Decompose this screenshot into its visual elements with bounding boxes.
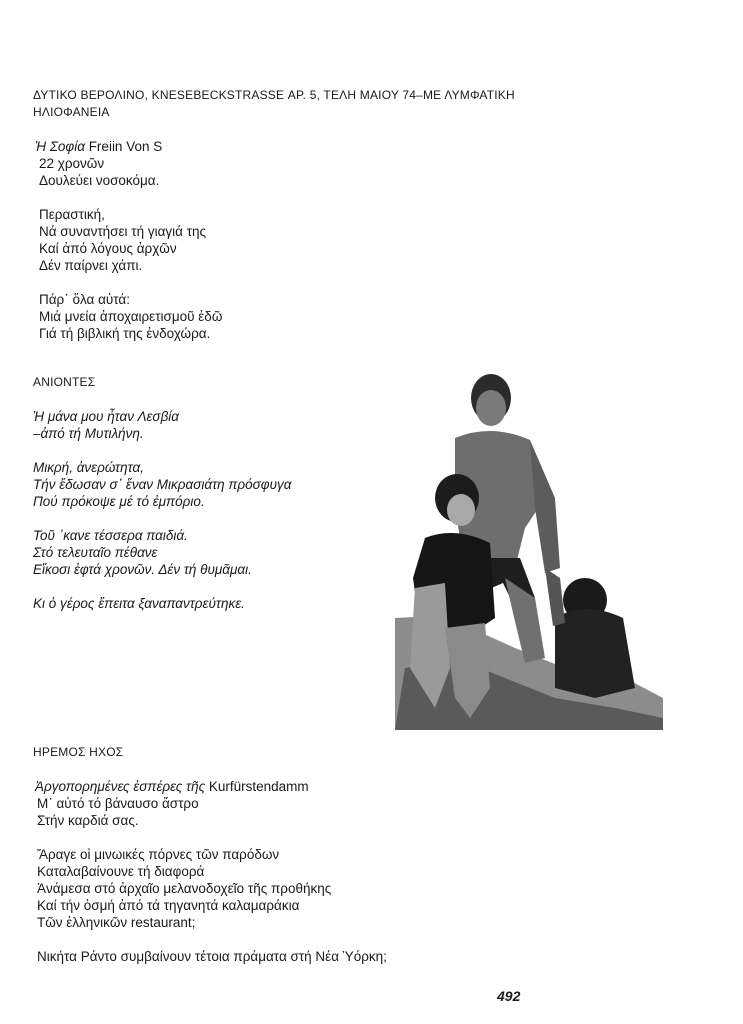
- stanza: [39, 291, 515, 342]
- poem-line: Στό τελευταῖο πέθανε: [33, 545, 158, 560]
- poem-line: Καταλαβαίνουνε τή διαφορά: [37, 864, 205, 879]
- poem-line: Κι ὁ γέρος ἔπειτα ξαναπαντρεύτηκε.: [33, 596, 245, 611]
- poem-first-line-rest: Freiin Von S: [84, 139, 163, 154]
- poem-section-calm-sound: [33, 744, 387, 982]
- section-heading-line: ΔΥΤΙΚΟ ΒΕΡΟΛΙΝΟ, KNESEBECKSTRASSE ΑΡ. 5, ΤΕΛΗ ΜΑΙΟΥ 74–ΜΕ ΛΥΜΦΑΤΙΚΗ: [33, 88, 515, 102]
- stanza: [33, 408, 291, 442]
- poem-section-west-berlin: [33, 87, 515, 359]
- poem-line: Καί τήν ὀσμή ἀπό τά τηγανητά καλαμαράκια: [37, 898, 300, 913]
- section-heading: ΗΡΕΜΟΣ ΗΧΟΣ: [33, 745, 124, 759]
- stanza: [37, 795, 387, 829]
- poem-first-line-rest: Kurfürstendamm: [205, 779, 309, 794]
- poem-line: Τῶν ἑλληνικῶν restaurant;: [37, 915, 196, 930]
- poem-line: –ἀπό τή Μυτιλήνη.: [33, 426, 144, 441]
- couple-photograph: [395, 368, 663, 730]
- poem-stanzas: [33, 408, 291, 612]
- stanza: [37, 846, 387, 931]
- poem-line: Στήν καρδιά σας.: [37, 813, 139, 828]
- poem-line: Μικρή, ἀνερώτητα,: [33, 460, 144, 475]
- stanza: [37, 948, 387, 965]
- section-heading: [33, 87, 515, 121]
- section-heading: ΑΝΙΟΝΤΕΣ: [33, 375, 96, 389]
- poem-line: Μ᾽ αὐτό τό βάναυσο ἄστρο: [37, 796, 199, 811]
- poem-line: Μιά μνεία ἀποχαιρετισμοῦ ἐδῶ: [39, 309, 223, 324]
- poem-stanzas: [33, 795, 387, 965]
- poem-line: Πού πρόκοψε μέ τό ἐμπόριο.: [33, 494, 205, 509]
- poem-line: Δουλεύει νοσοκόμα.: [39, 173, 160, 188]
- poem-line: Τήν ἔδωσαν σ᾽ ἕναν Μικρασιάτη πρόσφυγα: [33, 477, 292, 492]
- section-heading-line: ΗΛΙΟΦΑΝΕΙΑ: [33, 105, 110, 119]
- poem-line: Ἄραγε οἱ μινωικές πόρνες τῶν παρόδων: [37, 847, 280, 862]
- poem-line: 22 χρονῶν: [39, 156, 105, 171]
- poem-line: Νικήτα Ράντο συμβαίνουν τέτοια πράματα στή Νέα Ὑόρκη;: [37, 949, 387, 964]
- stanza: [33, 459, 291, 510]
- poem-line: Περαστική,: [39, 207, 105, 222]
- poem-line: Γιά τή βιβλική της ἐνδοχώρα.: [39, 326, 211, 341]
- poem-section-anionTes: [33, 374, 291, 629]
- poem-first-line-italic: Ἀργοπορημένες ἑσπέρες τῆς: [35, 779, 206, 794]
- poem-line: Νά συναντήσει τή γιαγιά της: [39, 224, 207, 239]
- stanza: [39, 155, 515, 189]
- poem-line: Τοῦ ᾽κανε τέσσερα παιδιά.: [33, 528, 188, 543]
- poem-line: Ἡ μάνα μου ἦταν Λεσβία: [33, 409, 179, 424]
- page-number: 492: [497, 988, 521, 1004]
- poem-first-line: [33, 778, 387, 795]
- stanza: [39, 206, 515, 274]
- poem-first-line-italic: Ἡ Σοφία: [35, 139, 85, 154]
- poem-line: Πάρ᾽ ὅλα αὐτά:: [39, 292, 130, 307]
- poem-line: Ἀνάμεσα στό ἀρχαῖο μελανοδοχεῖο τῆς προθήκης: [37, 881, 332, 896]
- poem-line: Δέν παίρνει χάπι.: [39, 258, 143, 273]
- poem-first-line: [33, 138, 515, 155]
- poem-line: Καί ἀπό λόγους ἀρχῶν: [39, 241, 177, 256]
- poem-stanzas: [33, 155, 515, 342]
- poem-line: Εἴκοσι ἑφτά χρονῶν. Δέν τή θυμᾶμαι.: [33, 562, 252, 577]
- stanza: [33, 595, 291, 612]
- stanza: [33, 527, 291, 578]
